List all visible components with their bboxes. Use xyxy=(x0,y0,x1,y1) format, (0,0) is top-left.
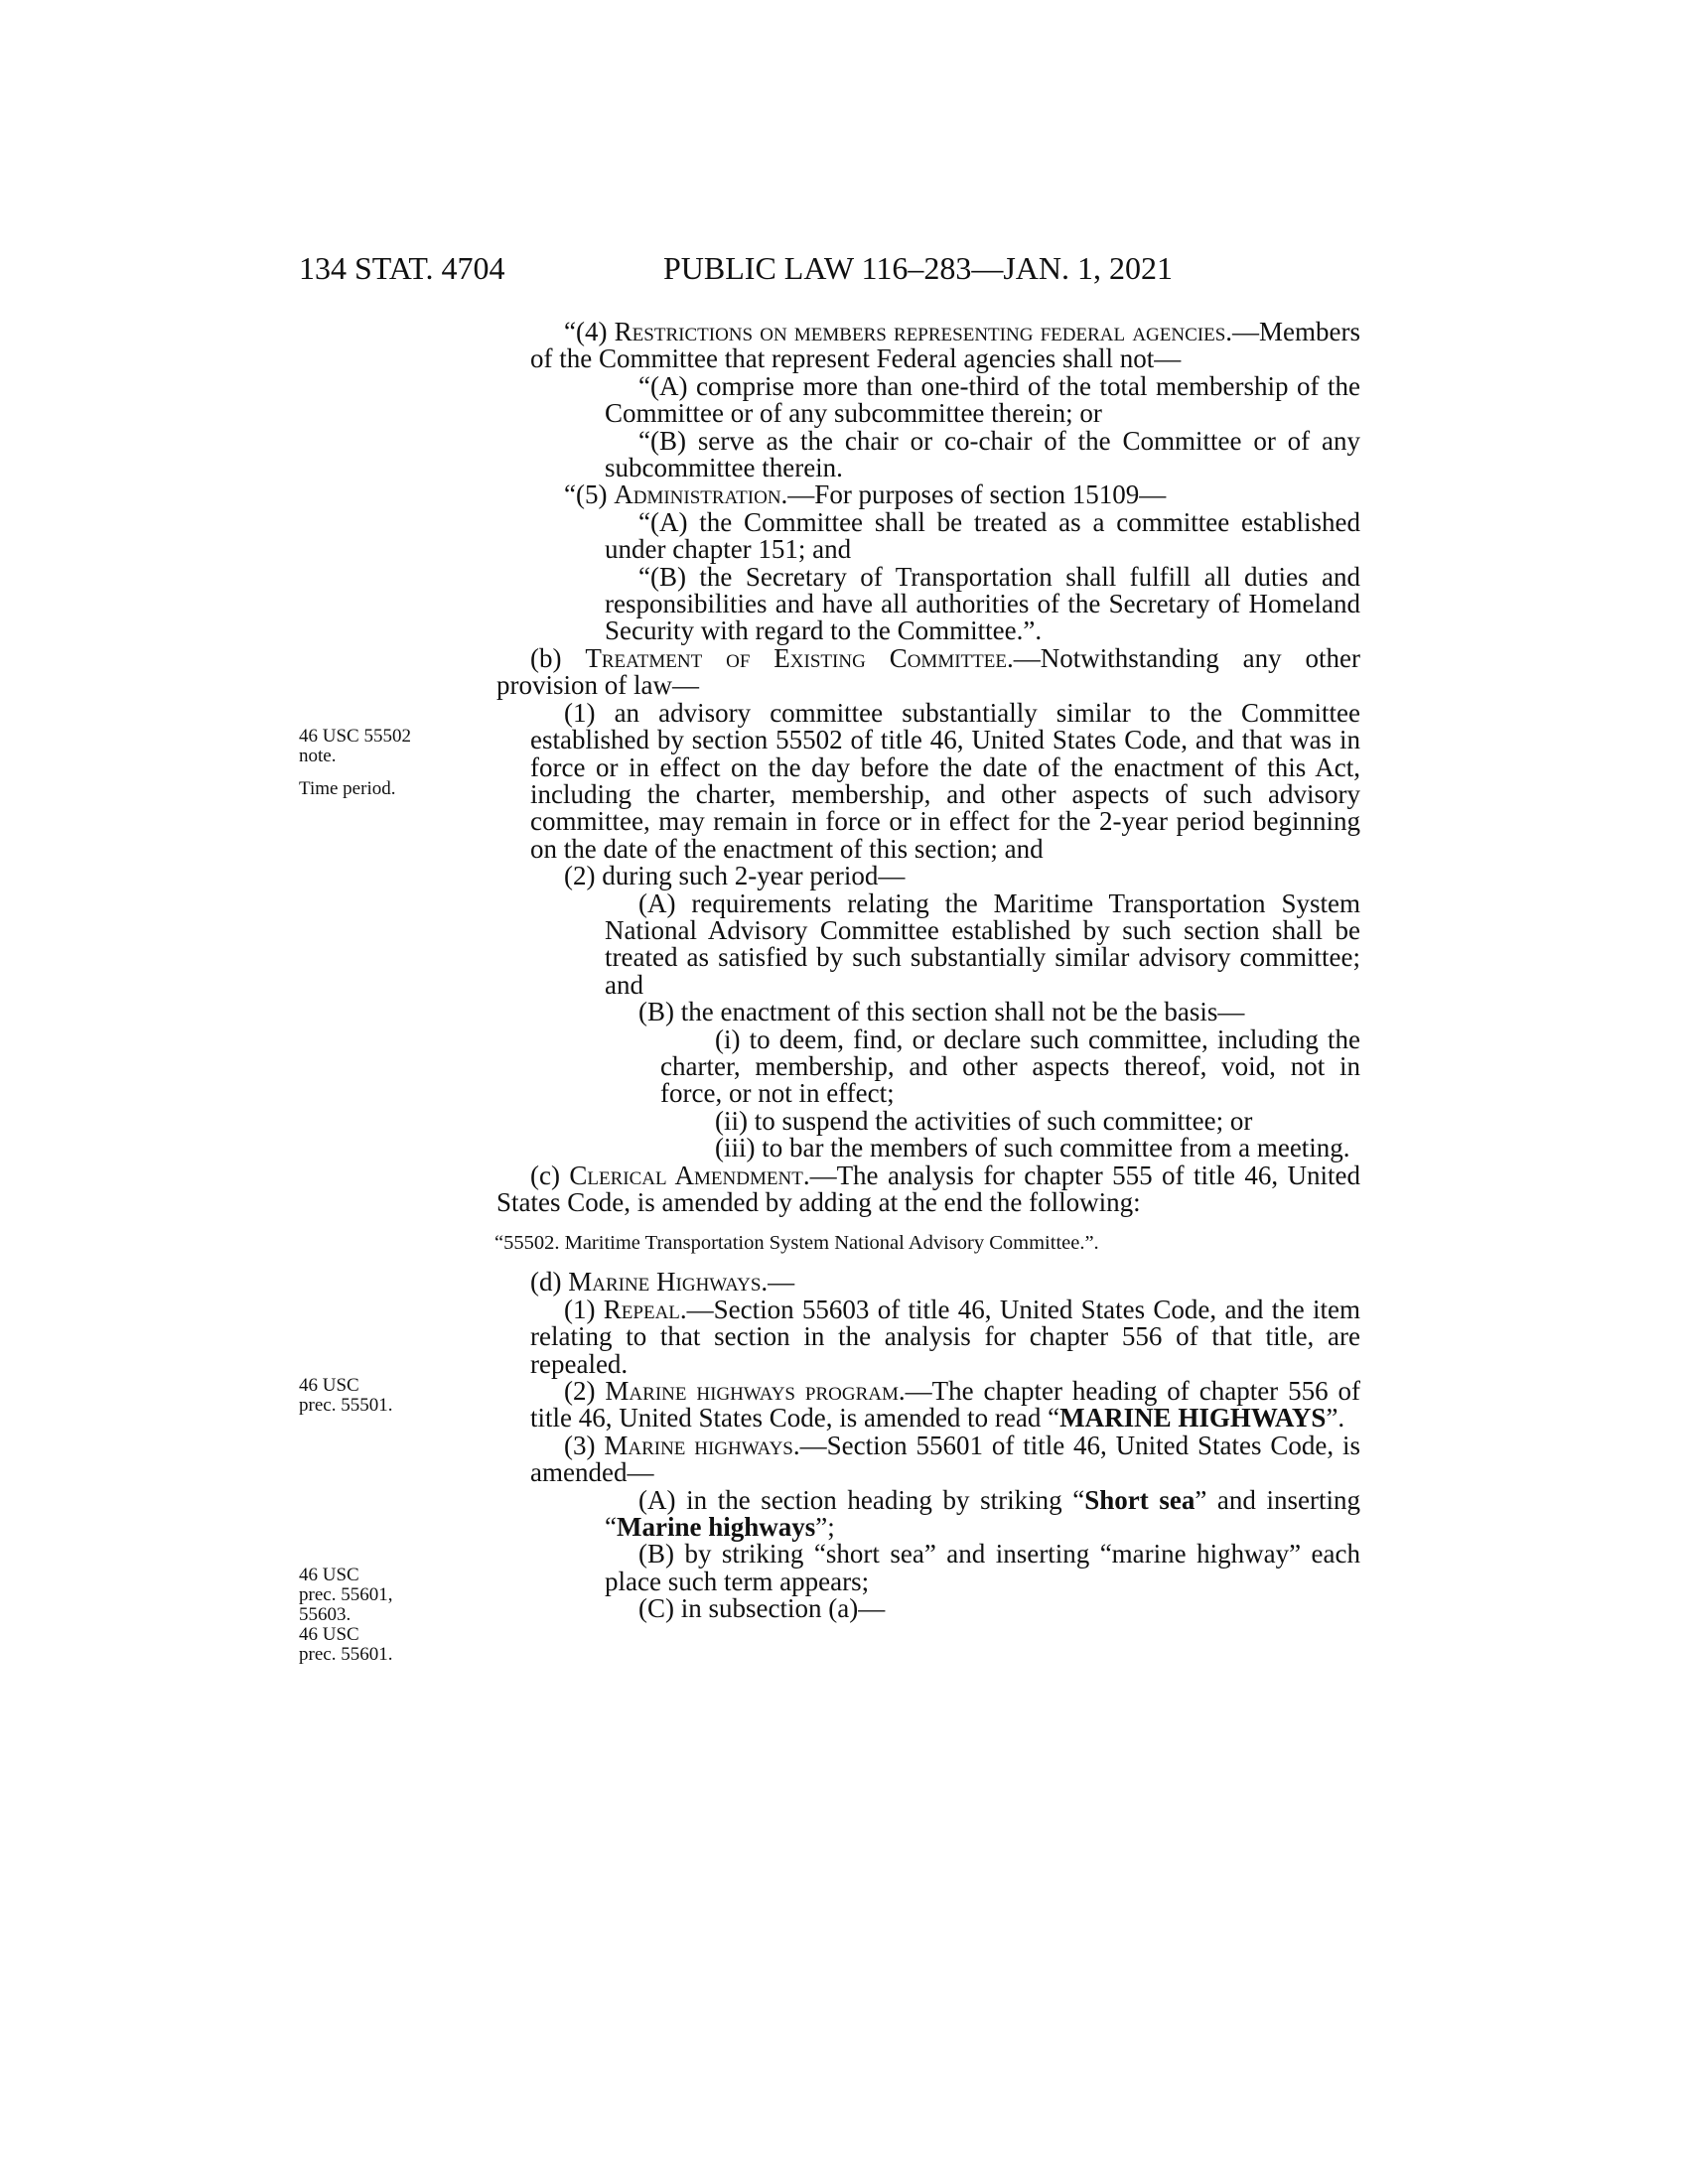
paragraph-heading: Marine highways program xyxy=(605,1376,899,1407)
bold-term: Short sea xyxy=(1084,1484,1196,1515)
margin-note-line: 55603. xyxy=(299,1604,352,1625)
paragraph-text: .—The chapter heading of chapter 556 of title 46, United States Code, is amended to read “ xyxy=(530,1376,1361,1433)
paragraph-5 xyxy=(496,481,1360,508)
paragraph-d-3 xyxy=(496,1430,1361,1488)
paragraph-5-B: “(B) the Secretary of Transportation shall fulfill all duties and responsibilities and have all authorities of the Secretary of Homeland Security with regard to the Committee.”. xyxy=(605,561,1360,646)
clause-b-2-B-i: (i) to deem, find, or declare such committee, including the charter, membership, and other aspects thereof, void, not in force, or not in effect; xyxy=(660,1024,1360,1109)
paragraph-heading: Restrictions on members representing federal agencies xyxy=(614,317,1226,346)
paragraph-text: .—Members of the Committee that represent Federal agencies shall not— xyxy=(530,317,1360,374)
margin-note-line: 46 USC xyxy=(299,1375,359,1396)
subsection-lead: (d) xyxy=(530,1267,569,1297)
paragraph-4 xyxy=(496,319,1360,373)
paragraph-lead: (1) xyxy=(564,1294,604,1324)
paragraph-b-2: (2) during such 2-year period— xyxy=(564,861,906,891)
margin-note-line: prec. 55601, xyxy=(299,1584,393,1605)
paragraph-text: ”; xyxy=(815,1512,835,1543)
statute-body xyxy=(496,319,1360,1623)
paragraph-d-1 xyxy=(496,1294,1360,1379)
subsection-heading: Marine Highways xyxy=(568,1267,762,1297)
page-number: 134 STAT. 4704 xyxy=(299,250,505,286)
paragraph-text: ” and inserting “ xyxy=(605,1484,1361,1543)
subsection-lead: (c) xyxy=(530,1160,570,1190)
paragraph-d-3-B: (B) by striking “short sea” and inserting “marine highway” each place such term appears; xyxy=(605,1539,1360,1596)
paragraph-lead: (3) xyxy=(564,1430,605,1460)
bold-term: MARINE HIGHWAYS xyxy=(1059,1403,1327,1433)
paragraph-text: .—Section 55603 of title 46, United States Code, and the item relating to that section in the analysis for chapter 556 of that title, are repealed. xyxy=(530,1294,1360,1379)
margin-note-46-usc-prec-55501 xyxy=(299,1376,458,1416)
subsection-text: .— xyxy=(761,1267,795,1297)
paragraph-4-A: “(A) comprise more than one-third of the total membership of the Committee or of any subcommittee therein; or xyxy=(605,370,1360,429)
margin-note-line: Time period. xyxy=(299,778,396,799)
paragraph-text: (A) in the section heading by striking “ xyxy=(638,1484,1085,1515)
paragraph-d-2 xyxy=(496,1378,1360,1433)
margin-note-line: 46 USC xyxy=(299,1565,359,1585)
subsection-c xyxy=(496,1162,1360,1217)
analysis-item: “55502. Maritime Transportation System National Advisory Committee.”. xyxy=(494,1232,1099,1255)
subsection-d xyxy=(496,1269,1360,1296)
bold-term: Marine highways xyxy=(616,1512,816,1543)
subsection-heading: Treatment of Existing Committee xyxy=(585,642,1007,673)
paragraph-lead: “(5) xyxy=(564,479,615,510)
paragraph-b-2-B: (B) the enactment of this section shall not be the basis— xyxy=(638,997,1245,1027)
paragraph-5-A: “(A) the Committee shall be treated as a committee established under chapter 151; and xyxy=(605,506,1360,565)
margin-note-line: prec. 55601. xyxy=(299,1644,393,1665)
subsection-text: .—Notwithstanding any other provision of law— xyxy=(496,642,1360,701)
subsection-text: .—The analysis for chapter 555 of title 46, United States Code, is amended by adding at the end the following: xyxy=(496,1160,1361,1217)
margin-note-line: prec. 55501. xyxy=(299,1395,393,1416)
margin-note-line: note. xyxy=(299,746,337,766)
paragraph-lead: (2) xyxy=(564,1376,606,1407)
paragraph-d-3-A xyxy=(496,1484,1361,1543)
paragraph-4-B: “(B) serve as the chair or co-chair of the Committee or of any subcommittee therein. xyxy=(605,425,1360,483)
running-head: PUBLIC LAW 116–283—JAN. 1, 2021 xyxy=(663,250,1173,286)
paragraph-text: .—Section 55601 of title 46, United States Code, is amended— xyxy=(530,1430,1361,1488)
paragraph-heading: Repeal xyxy=(603,1294,680,1324)
paragraph-heading: Marine highways xyxy=(604,1430,793,1460)
paragraph-text: .—For purposes of section 15109— xyxy=(780,479,1167,510)
clause-b-2-B-iii: (iii) to bar the members of such committee from a meeting. xyxy=(715,1133,1350,1163)
subsection-b xyxy=(496,642,1360,701)
paragraph-d-3-C: (C) in subsection (a)— xyxy=(638,1593,886,1624)
paragraph-text: ”. xyxy=(1326,1403,1345,1433)
paragraph-heading: Administration xyxy=(614,479,781,510)
paragraph-lead: “(4) xyxy=(564,317,615,346)
subsection-lead: (b) xyxy=(530,642,586,673)
subsection-heading: Clerical Amendment xyxy=(569,1160,803,1190)
paragraph-b-1: (1) an advisory committee substantially similar to the Committee established by section 55502 of title 46, United States Code, and that was in force or in effect on the day before the date of the enactment of this Act, including the charter, membership, and other aspects of such advisory committee, may remain in force or in effect for the 2-year period beginning on the date of the enactment of this section; and xyxy=(530,697,1360,864)
paragraph-b-2-A: (A) requirements relating the Maritime Transportation System National Advisory Committee established by such section shall be treated as satisfied by such substantially similar advisory committee; and xyxy=(605,887,1360,1000)
margin-note-time-period xyxy=(299,779,458,799)
margin-note-46-usc-prec-55601 xyxy=(299,1566,458,1665)
margin-note-46-usc-55502 xyxy=(299,727,458,766)
margin-note-line: 46 USC xyxy=(299,1624,359,1645)
clause-b-2-B-ii: (ii) to suspend the activities of such committee; or xyxy=(715,1105,1253,1136)
margin-note-line: 46 USC 55502 xyxy=(299,726,411,747)
